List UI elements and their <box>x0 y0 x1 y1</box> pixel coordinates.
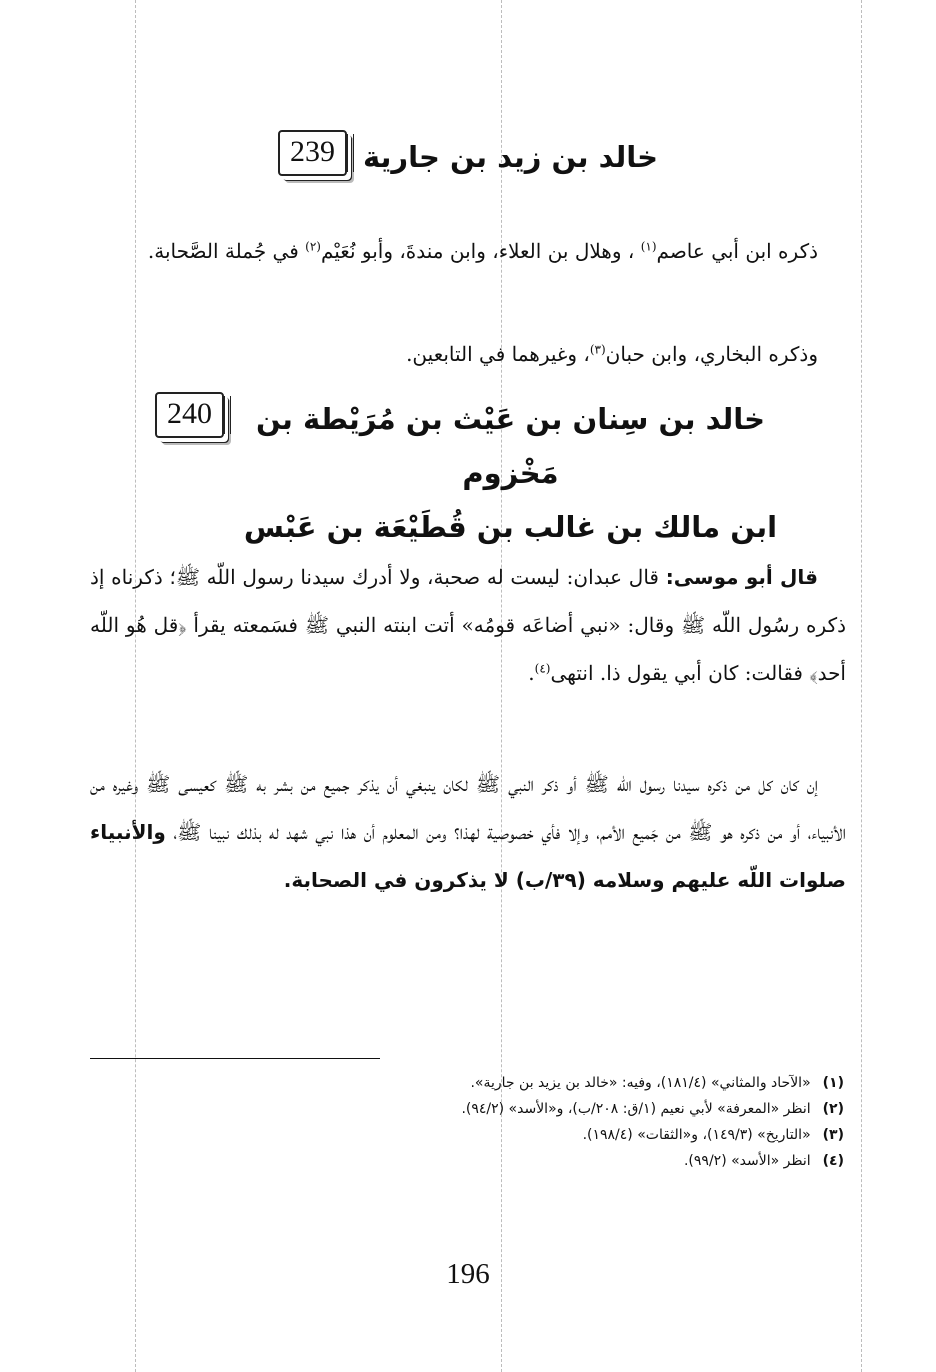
paragraph <box>90 227 846 275</box>
entry-title-line: ابن مالك بن غالب بن قُطَيْعَة بن عَبْس <box>243 510 778 544</box>
paragraph-text: ذكره ابن أبي عاصم <box>656 239 818 263</box>
footnote-number: (٢) <box>822 1101 844 1117</box>
footnote-text: «التاريخ» (١٤٩/٣)، و«الثقات» (١٩٨/٤). <box>582 1127 811 1143</box>
footnote <box>150 1122 844 1148</box>
footnote-ref[interactable]: (٣) <box>589 342 606 357</box>
entry-number-badge: 240 <box>155 392 224 438</box>
footnote-number: (٤) <box>822 1153 844 1169</box>
entry-header-240 <box>155 392 781 554</box>
paragraph-text: . <box>528 661 535 685</box>
footnote-separator <box>90 1058 380 1059</box>
entry-title-line: خالد بن سِنان بن عَيْث بن مُرَيْطة بن مَخْزوم <box>255 402 766 490</box>
footnote-text: انظر «الأسد» (٩٩/٢). <box>683 1153 811 1169</box>
column-guide-line <box>861 0 862 1372</box>
entry-header-239 <box>130 130 806 184</box>
footnote-text: انظر «المعرفة» لأبي نعيم (١/ق: ٢٠٨/ب)، و«الأسد» (٩٤/٢). <box>461 1101 811 1117</box>
speaker-label: قال أبو موسى: <box>665 565 818 589</box>
paragraph-bold-text: والأنبياء صلوات اللّه عليهم وسلامه (٣٩/ب) لا يذكرون في الصحابة. <box>90 820 846 892</box>
paragraph <box>90 553 846 697</box>
paragraph-text: وذكره البخاري، وابن حبان <box>605 342 818 366</box>
entry-title <box>240 392 781 554</box>
paragraph-text: قال عبدان: ليست له صحبة، ولا أدرك سيدنا رسول اللّه ﷺ؛ ذكرناه إذ ذكره رسُول اللّه ﷺ وقال: «نبي أضاعَه قومُه» أتت ابنته النبي ﷺ فسَمعته يقرأ ﴿قل هُو اللّه أحد﴾ فقالت: كان أبي يقول ذا. انتهى <box>90 565 846 685</box>
footnote <box>150 1096 844 1122</box>
paragraph-text: ، وهلال بن العلاء، وابن مندةَ، وأبو نُعَيْم <box>320 239 635 263</box>
entry-title <box>363 130 658 184</box>
page-number: 196 <box>446 1258 490 1290</box>
footnote-ref[interactable]: (٢) <box>305 239 321 254</box>
footnotes <box>150 1070 844 1174</box>
footnote-ref[interactable]: (٤) <box>534 661 551 676</box>
paragraph-text: في جُملة الصَّحابة. <box>147 239 299 263</box>
footnote <box>150 1148 844 1174</box>
paragraph-text: إن كان كل من ذكره سيدنا رسول اللّه ﷺ أو ذكر النبي ﷺ لكان ينبغي أن يذكر جميع من بشر به ﷺ كعيسى ﷺ وغيره من الأنبياء، أو من ذكره هو ﷺ من جَميع الأمم، وإلا فأي خصوصية لهذا؟ ومن المعلوم أن هذا نبي شهد له بذلك نبينا ﷺ، <box>90 772 846 844</box>
paragraph <box>90 760 846 904</box>
entry-title-line: خالد بن زيد بن جارية <box>362 140 659 174</box>
footnote <box>150 1070 844 1096</box>
footnote-number: (٣) <box>822 1127 844 1143</box>
entry-number-badge: 239 <box>278 130 347 176</box>
paragraph <box>90 330 846 378</box>
footnote-text: «الآحاد والمثاني» (١٨١/٤)، وفيه: «خالد بن يزيد بن جارية». <box>470 1075 811 1091</box>
paragraph-text: ، وغيرهما في التابعين. <box>406 342 590 366</box>
footnote-number: (١) <box>822 1075 844 1091</box>
footnote-ref[interactable]: (١) <box>640 239 657 254</box>
